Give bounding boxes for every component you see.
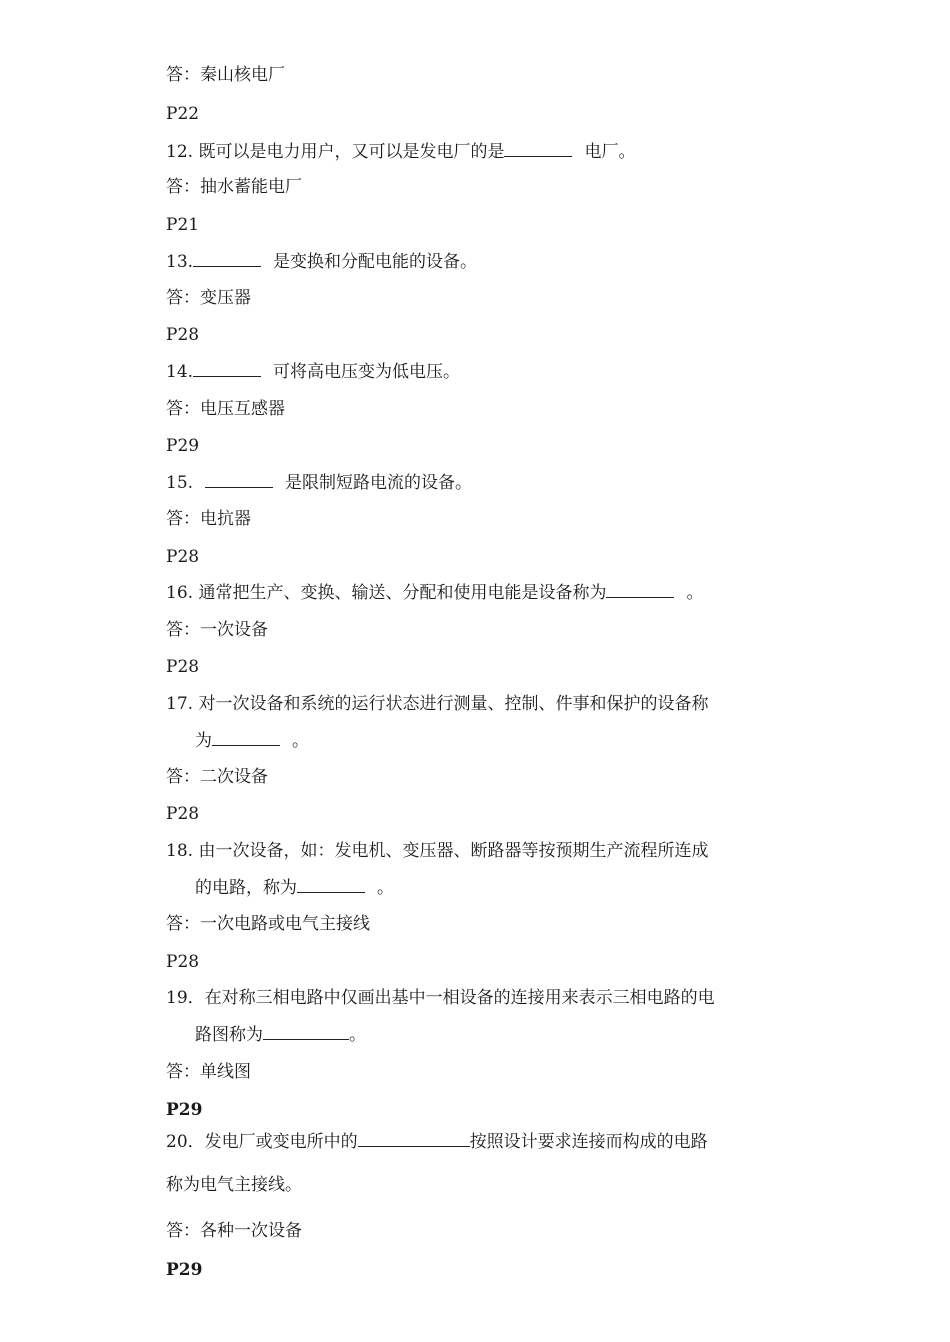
question-18-text: 的电路，称为 <box>195 878 297 898</box>
page-ref-12: P21 <box>166 215 200 235</box>
answer-16: 答：一次设备 <box>166 620 268 640</box>
question-14-number: 14. <box>166 362 194 382</box>
fill-blank <box>193 250 261 267</box>
question-18: 18. 由一次设备，如：发电机、变压器、断路器等按预期生产流程所连成 <box>166 841 709 861</box>
question-18-cont <box>195 876 394 900</box>
question-12 <box>166 140 635 164</box>
fill-blank <box>212 729 280 746</box>
question-17-text: 为 <box>195 731 212 751</box>
question-17-cont <box>195 729 309 753</box>
answer-13: 答：变压器 <box>166 288 251 308</box>
question-20-text: 20．发电厂或变电所中的 <box>166 1132 358 1152</box>
question-12-suffix: 电厂。 <box>584 142 636 162</box>
question-17: 17. 对一次设备和系统的运行状态进行测量、控制、件事和保护的设备称 <box>166 694 709 714</box>
question-20-suffix: 按照设计要求连接而构成的电路 <box>469 1132 708 1152</box>
question-19-text: 路图称为 <box>195 1025 263 1045</box>
fill-blank <box>205 471 273 488</box>
fill-blank <box>504 140 572 157</box>
page-ref-19: P29 <box>166 1100 203 1120</box>
answer-11: 答：秦山核电厂 <box>166 65 285 85</box>
page-ref-11: P22 <box>166 104 200 124</box>
page-ref-17: P28 <box>166 804 200 824</box>
question-16-suffix: 。 <box>686 583 704 603</box>
question-15 <box>166 471 472 495</box>
page-ref-14: P29 <box>166 436 200 456</box>
question-14 <box>166 360 460 384</box>
answer-15: 答：电抗器 <box>166 509 251 529</box>
question-13 <box>166 250 477 274</box>
page-ref-13: P28 <box>166 325 200 345</box>
fill-blank <box>297 876 365 893</box>
question-16-text: 16. 通常把生产、变换、输送、分配和使用电能是设备称为 <box>166 583 607 603</box>
page-ref-15: P28 <box>166 547 200 567</box>
fill-blank <box>193 360 261 377</box>
question-16 <box>166 581 703 605</box>
question-13-text: 是变换和分配电能的设备。 <box>273 252 478 272</box>
answer-14: 答：电压互感器 <box>166 399 285 419</box>
question-19-cont <box>195 1023 366 1047</box>
page-ref-20: P29 <box>166 1260 203 1280</box>
question-12-text: 12. 既可以是电力用户，又可以是发电厂的是 <box>166 142 505 162</box>
fill-blank <box>358 1130 470 1147</box>
fill-blank <box>606 581 674 598</box>
answer-17: 答：二次设备 <box>166 767 268 787</box>
page-ref-18: P28 <box>166 952 200 972</box>
question-15-text: 是限制短路电流的设备。 <box>285 473 473 493</box>
answer-18: 答：一次电路或电气主接线 <box>166 914 370 934</box>
answer-12: 答：抽水蓄能电厂 <box>166 177 302 197</box>
question-20-cont: 称为电气主接线。 <box>166 1175 302 1195</box>
fill-blank <box>263 1023 349 1040</box>
question-19: 19．在对称三相电路中仅画出基中一相设备的连接用来表示三相电路的电 <box>166 988 715 1008</box>
question-20 <box>166 1130 708 1154</box>
page-ref-16: P28 <box>166 657 200 677</box>
question-15-number: 15. <box>166 473 194 493</box>
question-14-text: 可将高电压变为低电压。 <box>273 362 461 382</box>
question-13-number: 13. <box>166 252 194 272</box>
question-19-suffix: 。 <box>349 1025 366 1045</box>
answer-20: 答：各种一次设备 <box>166 1221 302 1241</box>
answer-19: 答：单线图 <box>166 1062 251 1082</box>
question-17-suffix: 。 <box>292 731 309 751</box>
question-18-suffix: 。 <box>377 878 394 898</box>
